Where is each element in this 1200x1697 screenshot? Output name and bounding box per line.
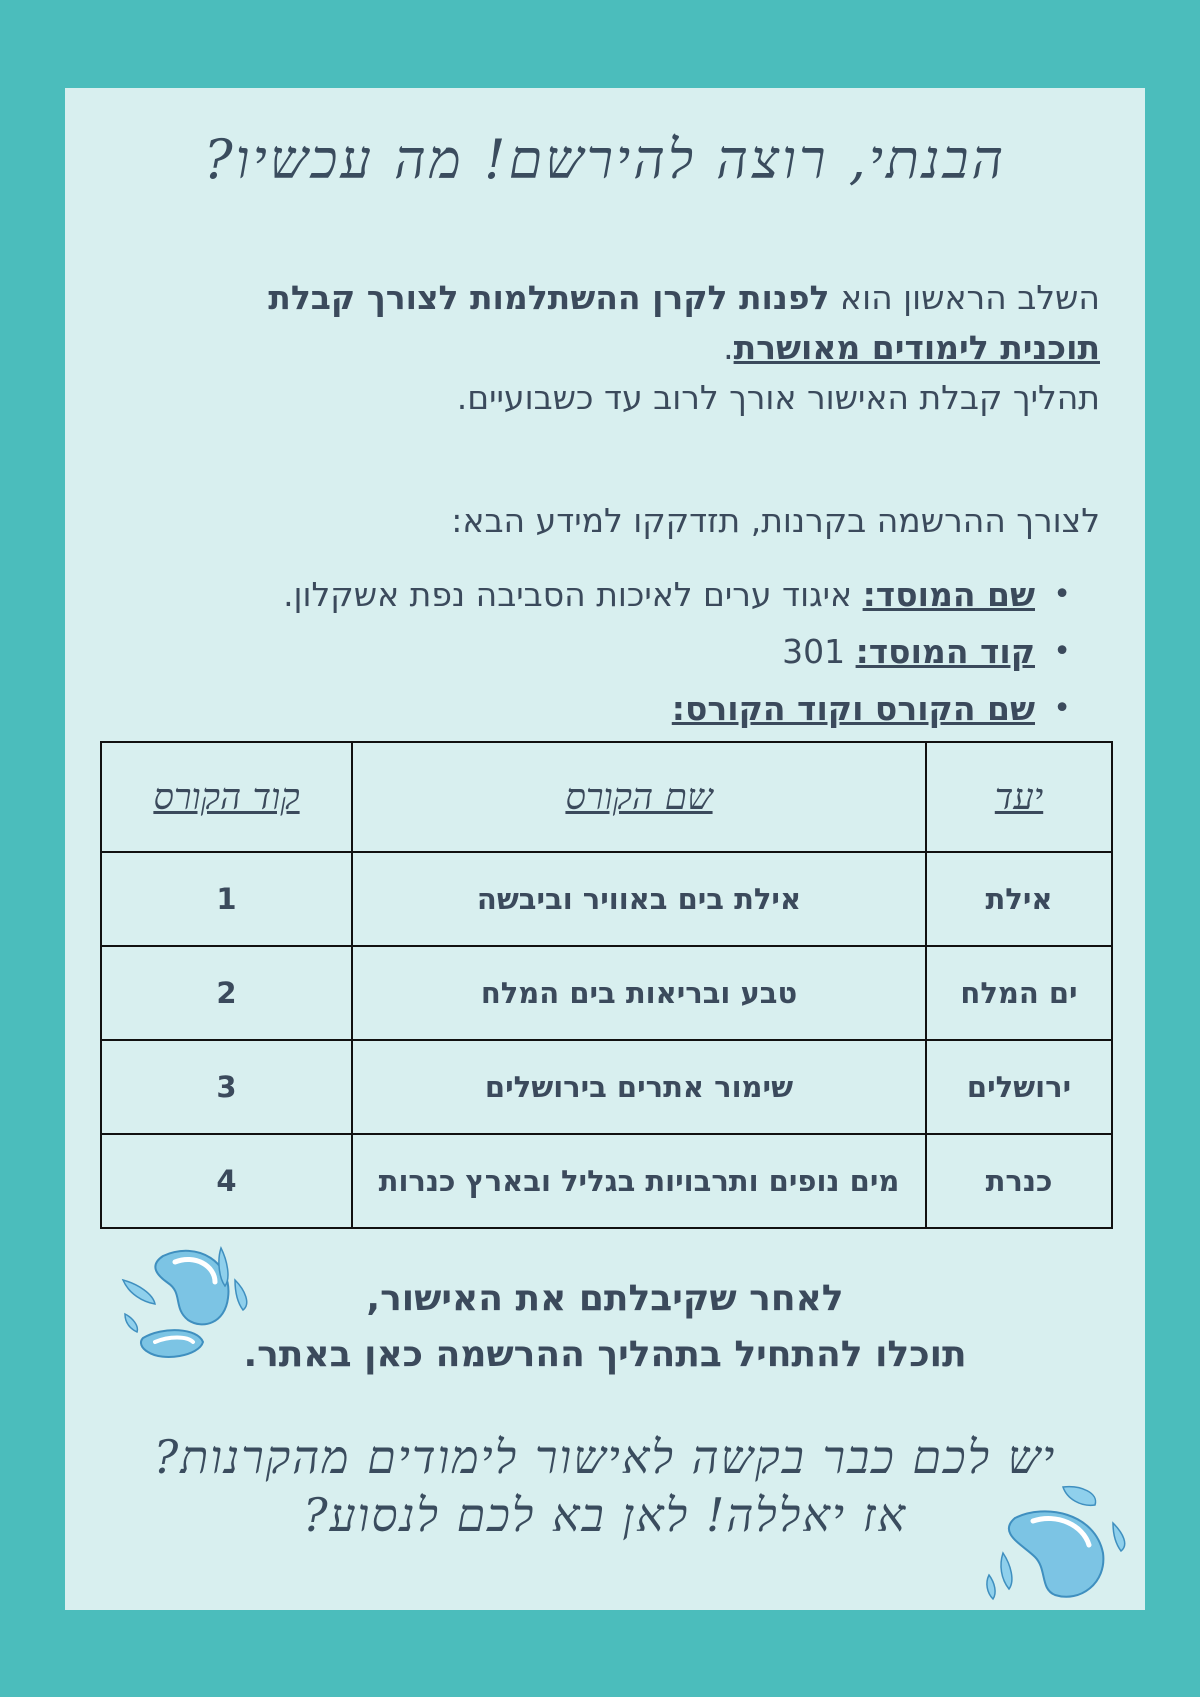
destination-cell: כנרת: [926, 1134, 1112, 1228]
table-header-row: [101, 742, 1112, 852]
course-info-label: שם הקורס וקוד הקורס:: [671, 689, 1035, 728]
info-list: [115, 566, 1035, 737]
intro-text: [115, 273, 1100, 423]
course-code-cell: 2: [101, 946, 352, 1040]
list-item: [115, 680, 1035, 737]
intro-line-3: תהליך קבלת האישור אורך לרוב עד כשבועיים.: [456, 378, 1100, 417]
course-name-cell: אילת בים באוויר וביבשה: [352, 852, 926, 946]
list-item: [115, 623, 1035, 680]
table-row: [101, 1134, 1112, 1228]
flyer-card: [65, 88, 1145, 1610]
intro-line-1: השלב הראשון הוא לפנות לקרן ההשתלמות לצורך קבלת: [268, 278, 1100, 317]
course-code-cell: 4: [101, 1134, 352, 1228]
institution-code-label: קוד המוסד:: [855, 632, 1035, 671]
column-header-destination: יעד: [926, 742, 1112, 852]
institution-name-value: איגוד ערים לאיכות הסביבה נפת אשקלון.: [283, 575, 863, 614]
destination-cell: ירושלים: [926, 1040, 1112, 1134]
course-name-cell: שימור אתרים בירושלים: [352, 1040, 926, 1134]
after-approval-text: לאחר שקיבלתם את האישור, תוכלו להתחיל בתהליך ההרשמה כאן באתר.: [243, 1278, 967, 1375]
table-row: [101, 852, 1112, 946]
institution-code-value: 301: [782, 632, 856, 671]
course-code-cell: 1: [101, 852, 352, 946]
course-name-cell: טבע ובריאות בים המלח: [352, 946, 926, 1040]
column-header-course-name: שם הקורס: [352, 742, 926, 852]
closing-text: יש לכם כבר בקשה לאישור לימודים מהקרנות? אז יאללה! לאן בא לכם לנסוע?: [153, 1430, 1057, 1542]
water-splash-icon: [985, 1483, 1135, 1608]
intro-bold-text: לפנות לקרן ההשתלמות לצורך קבלת: [268, 278, 830, 317]
destination-cell: ים המלח: [926, 946, 1112, 1040]
destination-cell: אילת: [926, 852, 1112, 946]
requirements-heading: לצורך ההרשמה בקרנות, תזדקקו למידע הבא:: [451, 501, 1100, 540]
page-title: הבנתי, רוצה להירשם! מה עכשיו?: [203, 128, 1007, 191]
column-header-course-code: קוד הקורס: [101, 742, 352, 852]
course-code-cell: 3: [101, 1040, 352, 1134]
table-row: [101, 946, 1112, 1040]
intro-line-2: תוכנית לימודים מאושרת.: [723, 328, 1100, 367]
institution-name-label: שם המוסד:: [862, 575, 1035, 614]
courses-table: [100, 741, 1113, 1229]
course-name-cell: מים נופים ותרבויות בגליל ובארץ כנרות: [352, 1134, 926, 1228]
approved-program-text: תוכנית לימודים מאושרת: [733, 328, 1100, 367]
table-row: [101, 1040, 1112, 1134]
list-item: [115, 566, 1035, 623]
